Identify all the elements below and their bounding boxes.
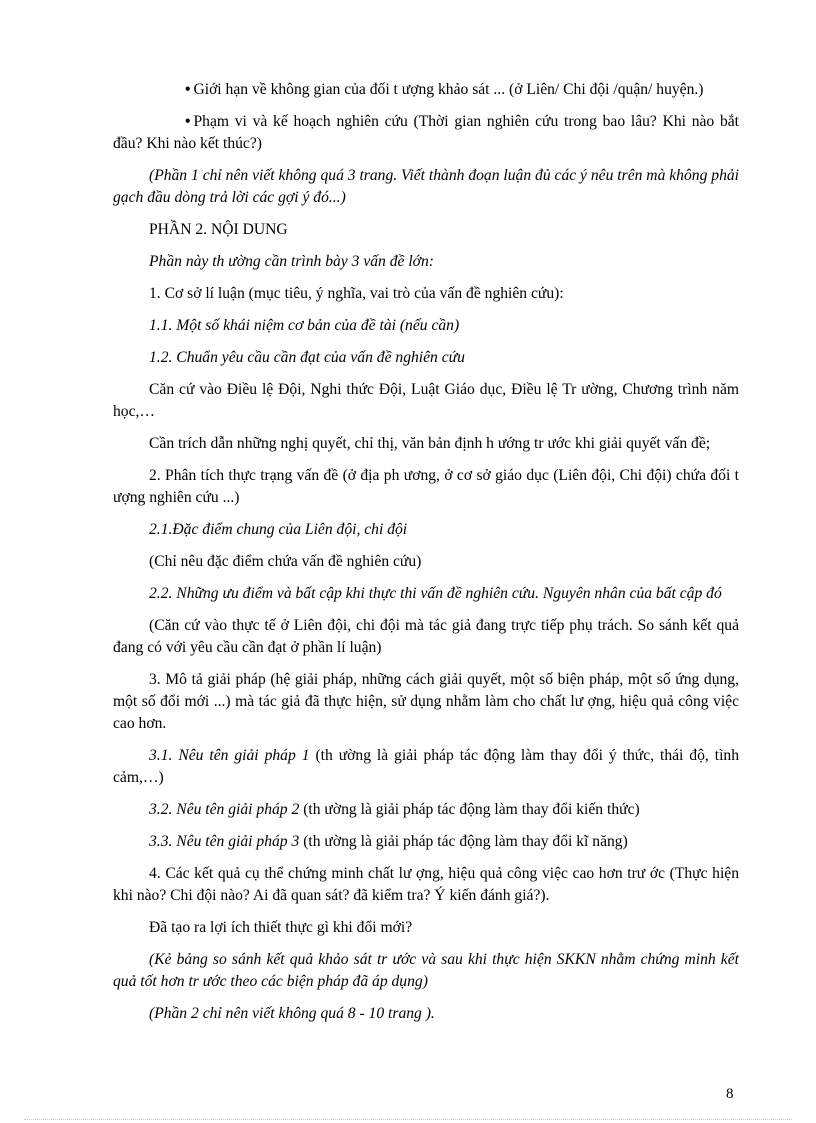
- paragraph-text: (th ường là giải pháp tác động làm thay đổi kiến thức): [299, 801, 640, 818]
- bullet-glyph: •: [185, 113, 191, 130]
- paragraph-text: 1.2. Chuẩn yêu cầu cần đạt của vấn đề nghiên cứu: [149, 349, 465, 366]
- paragraph: [113, 949, 739, 993]
- paragraph-text: Đã tạo ra lợi ích thiết thực gì khi đổi mới?: [149, 919, 413, 936]
- paragraph: [113, 433, 739, 455]
- paragraph: [113, 745, 739, 789]
- paragraph-text: Phạm vi và kế hoạch nghiên cứu (Thời gian nghiên cứu trong bao lâu? Khi nào bắt đầu? Khi nào kết thúc?): [113, 113, 739, 152]
- paragraph-text: Phần này th ường cần trình bày 3 vấn đề lớn:: [149, 253, 434, 270]
- paragraph: [113, 79, 739, 101]
- paragraph-text: (Phần 1 chỉ nên viết không quá 3 trang. Viết thành đoạn luận đủ các ý nêu trên mà không phải gạch đầu dòng trả lời các gợi ý đó...): [113, 167, 739, 206]
- paragraph: [113, 799, 739, 821]
- paragraph: [113, 519, 739, 541]
- paragraph-text: (Kẻ bảng so sánh kết quả khảo sát tr ước và sau khi thực hiện SKKN nhằm chứng minh kết quả tốt hơn tr ước theo các biện pháp đã áp dụng): [113, 951, 739, 990]
- paragraph: [113, 347, 739, 369]
- paragraph-text: 4. Các kết quả cụ thể chứng minh chất lư ợng, hiệu quả công việc cao hơn trư ớc (Thực hiện khi nào? Chi đội nào? Ai đã quan sát? đã kiểm tra? Ý kiến đánh giá?).: [113, 865, 739, 904]
- paragraph: [113, 111, 739, 155]
- paragraph: [113, 831, 739, 853]
- paragraph-text: 2.1.Đặc điểm chung của Liên đội, chi đội: [149, 521, 408, 538]
- paragraph-text: Giới hạn về không gian của đối t ượng khảo sát ... (ở Liên/ Chi đội /quận/ huyện.): [193, 81, 704, 98]
- paragraph: [113, 283, 739, 305]
- paragraph: [113, 465, 739, 509]
- solution-title: 3.3. Nêu tên giải pháp 3: [149, 833, 300, 850]
- paragraph-text: 1. Cơ sở lí luận (mục tiêu, ý nghĩa, vai trò của vấn đề nghiên cứu):: [149, 285, 564, 302]
- page-body: [113, 79, 739, 1035]
- paragraph: [113, 1003, 739, 1025]
- footer-divider: [24, 1119, 792, 1120]
- paragraph-text: Căn cứ vào Điều lệ Đội, Nghi thức Đội, Luật Giáo dục, Điều lệ Tr ường, Chương trình năm học,…: [113, 381, 739, 420]
- paragraph-text: PHẦN 2. NỘI DUNG: [149, 221, 288, 238]
- paragraph: [113, 251, 739, 273]
- paragraph-text: 2.2. Những ưu điểm và bất cập khi thực thi vấn đề nghiên cứu. Nguyên nhân của bất cập đó: [149, 585, 722, 602]
- paragraph: [113, 917, 739, 939]
- paragraph-text: (Căn cứ vào thực tế ở Liên đội, chi đội mà tác giả đang trực tiếp phụ trách. So sánh kết quả đang có với yêu cầu cần đạt ở phần lí luận): [113, 617, 739, 656]
- paragraph: [113, 315, 739, 337]
- paragraph: [113, 551, 739, 573]
- paragraph: [113, 669, 739, 735]
- paragraph-text: 3. Mô tả giải pháp (hệ giải pháp, những cách giải quyết, một số biện pháp, một số ứng dụng, một số đổi mới ...) mà tác giả đã thực hiện, sử dụng nhằm làm cho chất lư ợng, hiệu quả công việc cao hơn.: [113, 671, 739, 732]
- paragraph-text: (Phần 2 chỉ nên viết không quá 8 - 10 trang ).: [149, 1005, 435, 1022]
- paragraph: [113, 219, 739, 241]
- paragraph-text: 1.1. Một số khái niệm cơ bản của đề tài (nếu cần): [149, 317, 460, 334]
- paragraph: [113, 379, 739, 423]
- paragraph: [113, 583, 739, 605]
- bullet-glyph: •: [185, 81, 191, 98]
- solution-title: 3.2. Nêu tên giải pháp 2: [149, 801, 300, 818]
- paragraph: [113, 165, 739, 209]
- page-number: 8: [726, 1086, 734, 1102]
- paragraph: [113, 863, 739, 907]
- paragraph-text: (th ường là giải pháp tác động làm thay đổi kĩ năng): [299, 833, 628, 850]
- paragraph: [113, 615, 739, 659]
- paragraph-text: (th ường là giải pháp tác động làm thay đổi ý thức, thái độ, tình cảm,…): [113, 747, 739, 786]
- paragraph-text: (Chỉ nêu đặc điểm chứa vấn đề nghiên cứu): [149, 553, 422, 570]
- paragraph-text: 2. Phân tích thực trạng vấn đề (ở địa ph ương, ở cơ sở giáo dục (Liên đội, Chi đội) chứa đối t ượng nghiên cứu ...): [113, 467, 739, 506]
- paragraph-text: Cần trích dẫn những nghị quyết, chỉ thị, văn bản định h ướng tr ước khi giải quyết vấn đề;: [149, 435, 711, 452]
- solution-title: 3.1. Nêu tên giải pháp 1: [149, 747, 310, 764]
